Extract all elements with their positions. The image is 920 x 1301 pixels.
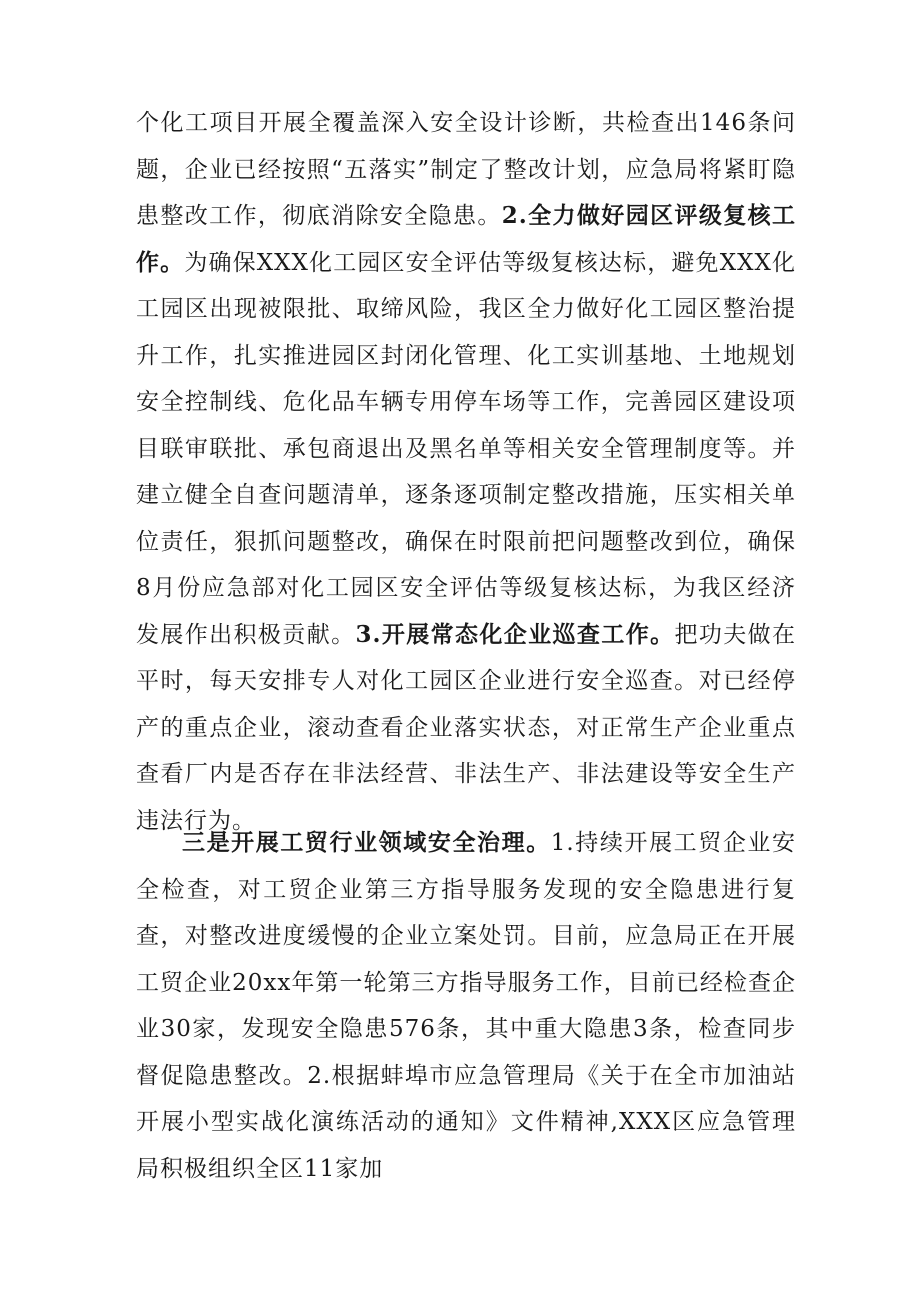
item-2-text: 为确保XXX化工园区安全评估等级复核达标，避免XXX化工园区出现被限批、取缔风险，我区全力做好化工园区整治提升工作，扎实推进园区封闭化管理、化工实训基地、土地规划安全控制线、危化品车辆专用停车场等工作，完善园区建设项目联审联批、承包商退出及黑名单等相关安全管理制度等。并建立健全自查问题清单，逐条逐项制定整改措施，压实相关单位责任，狠抓问题整改，确保在时限前把问题整改到位，确保8月份应急部对化工园区安全评估等级复核达标，为我区经济发展作出积极贡献。 (136, 249, 796, 648)
item-3-heading: 3.开展常态化企业巡查工作。 (355, 620, 675, 648)
item-2-heading: 2.全力做好园区评级复核工作。 (136, 202, 797, 276)
body-paragraph-2 (136, 820, 796, 1192)
body-paragraph-1 (136, 100, 796, 844)
paragraph-text (136, 100, 796, 844)
section-item-2-text: 2.根据蚌埠市应急管理局《关于在全市加油站开展小型实战化演练活动的通知》文件精神,XXX区应急管理局积极组织全区11家加 (136, 1062, 796, 1182)
paragraph-text (136, 820, 796, 1192)
section-heading: 三是开展工贸行业领域安全治理。 (182, 829, 551, 856)
section-item-1-text: 1.持续开展工贸企业安全检查，对工贸企业第三方指导服务发现的安全隐患进行复查，对整改进度缓慢的企业立案处罚。目前，应急局正在开展工贸企业20xx年第一轮第三方指导服务工作，目前已经检查企业30家，发现安全隐患576条，其中重大隐患3条，检查同步督促隐患整改。 (136, 830, 796, 1089)
paragraph-lead-text: 个化工项目开展全覆盖深入安全设计诊断，共检查出146条问题，企业已经按照“五落实”制定了整改计划，应急局将紧盯隐患整改工作，彻底消除安全隐患。 (136, 110, 796, 229)
item-3-text: 把功夫做在平时，每天安排专人对化工园区企业进行安全巡查。对已经停产的重点企业，滚动查看企业落实状态，对正常生产企业重点查看厂内是否存在非法经营、非法生产、非法建设等安全生产违法行为。 (136, 621, 797, 834)
